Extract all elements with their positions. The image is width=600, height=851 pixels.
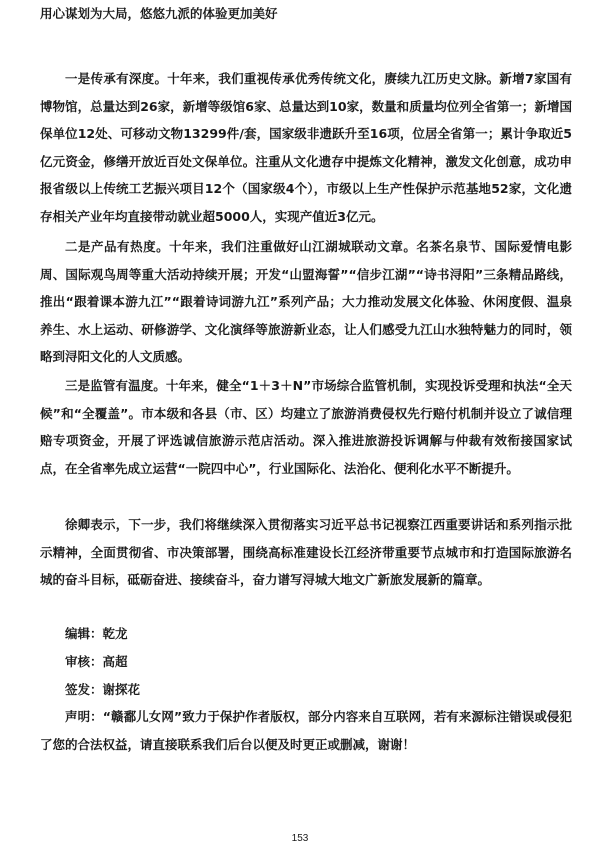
signer-credit: 签发：谢探花 [65, 682, 141, 697]
paragraph-supervision: 三是监管有温度。十年来，健全“1＋3＋N”市场综合监管机制，实现投诉受理和执法“全天候”和“全覆盖”。市本级和各县（市、区）均建立了旅游消费侵权先行赔付机制并设立了诚信理赔专项资金，开展了评选诚信旅游示范店活动。深入推进旅游投诉调解与仲裁有效衔接国家试点，在全省率先成立运营“一院四中心”，行业国际化、法治化、便利化水平不断提升。 [40, 378, 572, 476]
editor-credit: 编辑：乾龙 [65, 626, 128, 641]
paragraph-next-steps: 徐卿表示，下一步，我们将继续深入贯彻落实习近平总书记视察江西重要讲话和系列指示批示精神，全面贯彻省、市决策部署，围绕高标准建设长江经济带重要节点城市和打造国际旅游名城的奋斗目标，砥砺奋进、接续奋斗，奋力谱写浔城大地文广新旅发展新的篇章。 [40, 517, 572, 588]
reviewer-credit: 审核：高超 [65, 654, 128, 669]
section-heading: 用心谋划为大局，悠悠九派的体验更加美好 [40, 6, 278, 21]
copyright-statement: 声明：“赣鄱儿女网”致力于保护作者版权，部分内容来自互联网，若有来源标注错误或侵犯了您的合法权益，请直接联系我们后台以便及时更正或删减，谢谢！ [40, 709, 572, 752]
paragraph-heritage: 一是传承有深度。十年来，我们重视传承优秀传统文化，赓续九江历史文脉。新增7家国有博物馆，总量达到26家，新增等级馆6家、总量达到10家，数量和质量均位列全省第一；新增国保单位12处、可移动文物13299件/套，国家级非遗跃升至16项，位居全省第一；累计争取近5亿元资金，修缮开放近百处文保单位。注重从文化遗存中提炼文化精神，激发文化创意，成功申报省级以上传统工艺振兴项目12个（国家级4个），市级以上生产性保护示范基地52家，文化遗存相关产业年均直接带动就业超5000人，实现产值近3亿元。 [40, 71, 572, 224]
page-number: 153 [291, 833, 309, 844]
paragraph-products: 二是产品有热度。十年来，我们注重做好山江湖城联动文章。名茶名泉节、国际爱情电影周、国际观鸟周等重大活动持续开展；开发“山盟海誓”“信步江湖”“诗书浔阳”三条精品路线，推出“跟着课本游九江”“跟着诗词游九江”系列产品；大力推动发展文化体验、休闲度假、温泉养生、水上运动、研修游学、文化演绎等旅游新业态，让人们感受九江山水独特魅力的同时，领略到浔阳文化的人文质感。 [40, 239, 572, 365]
